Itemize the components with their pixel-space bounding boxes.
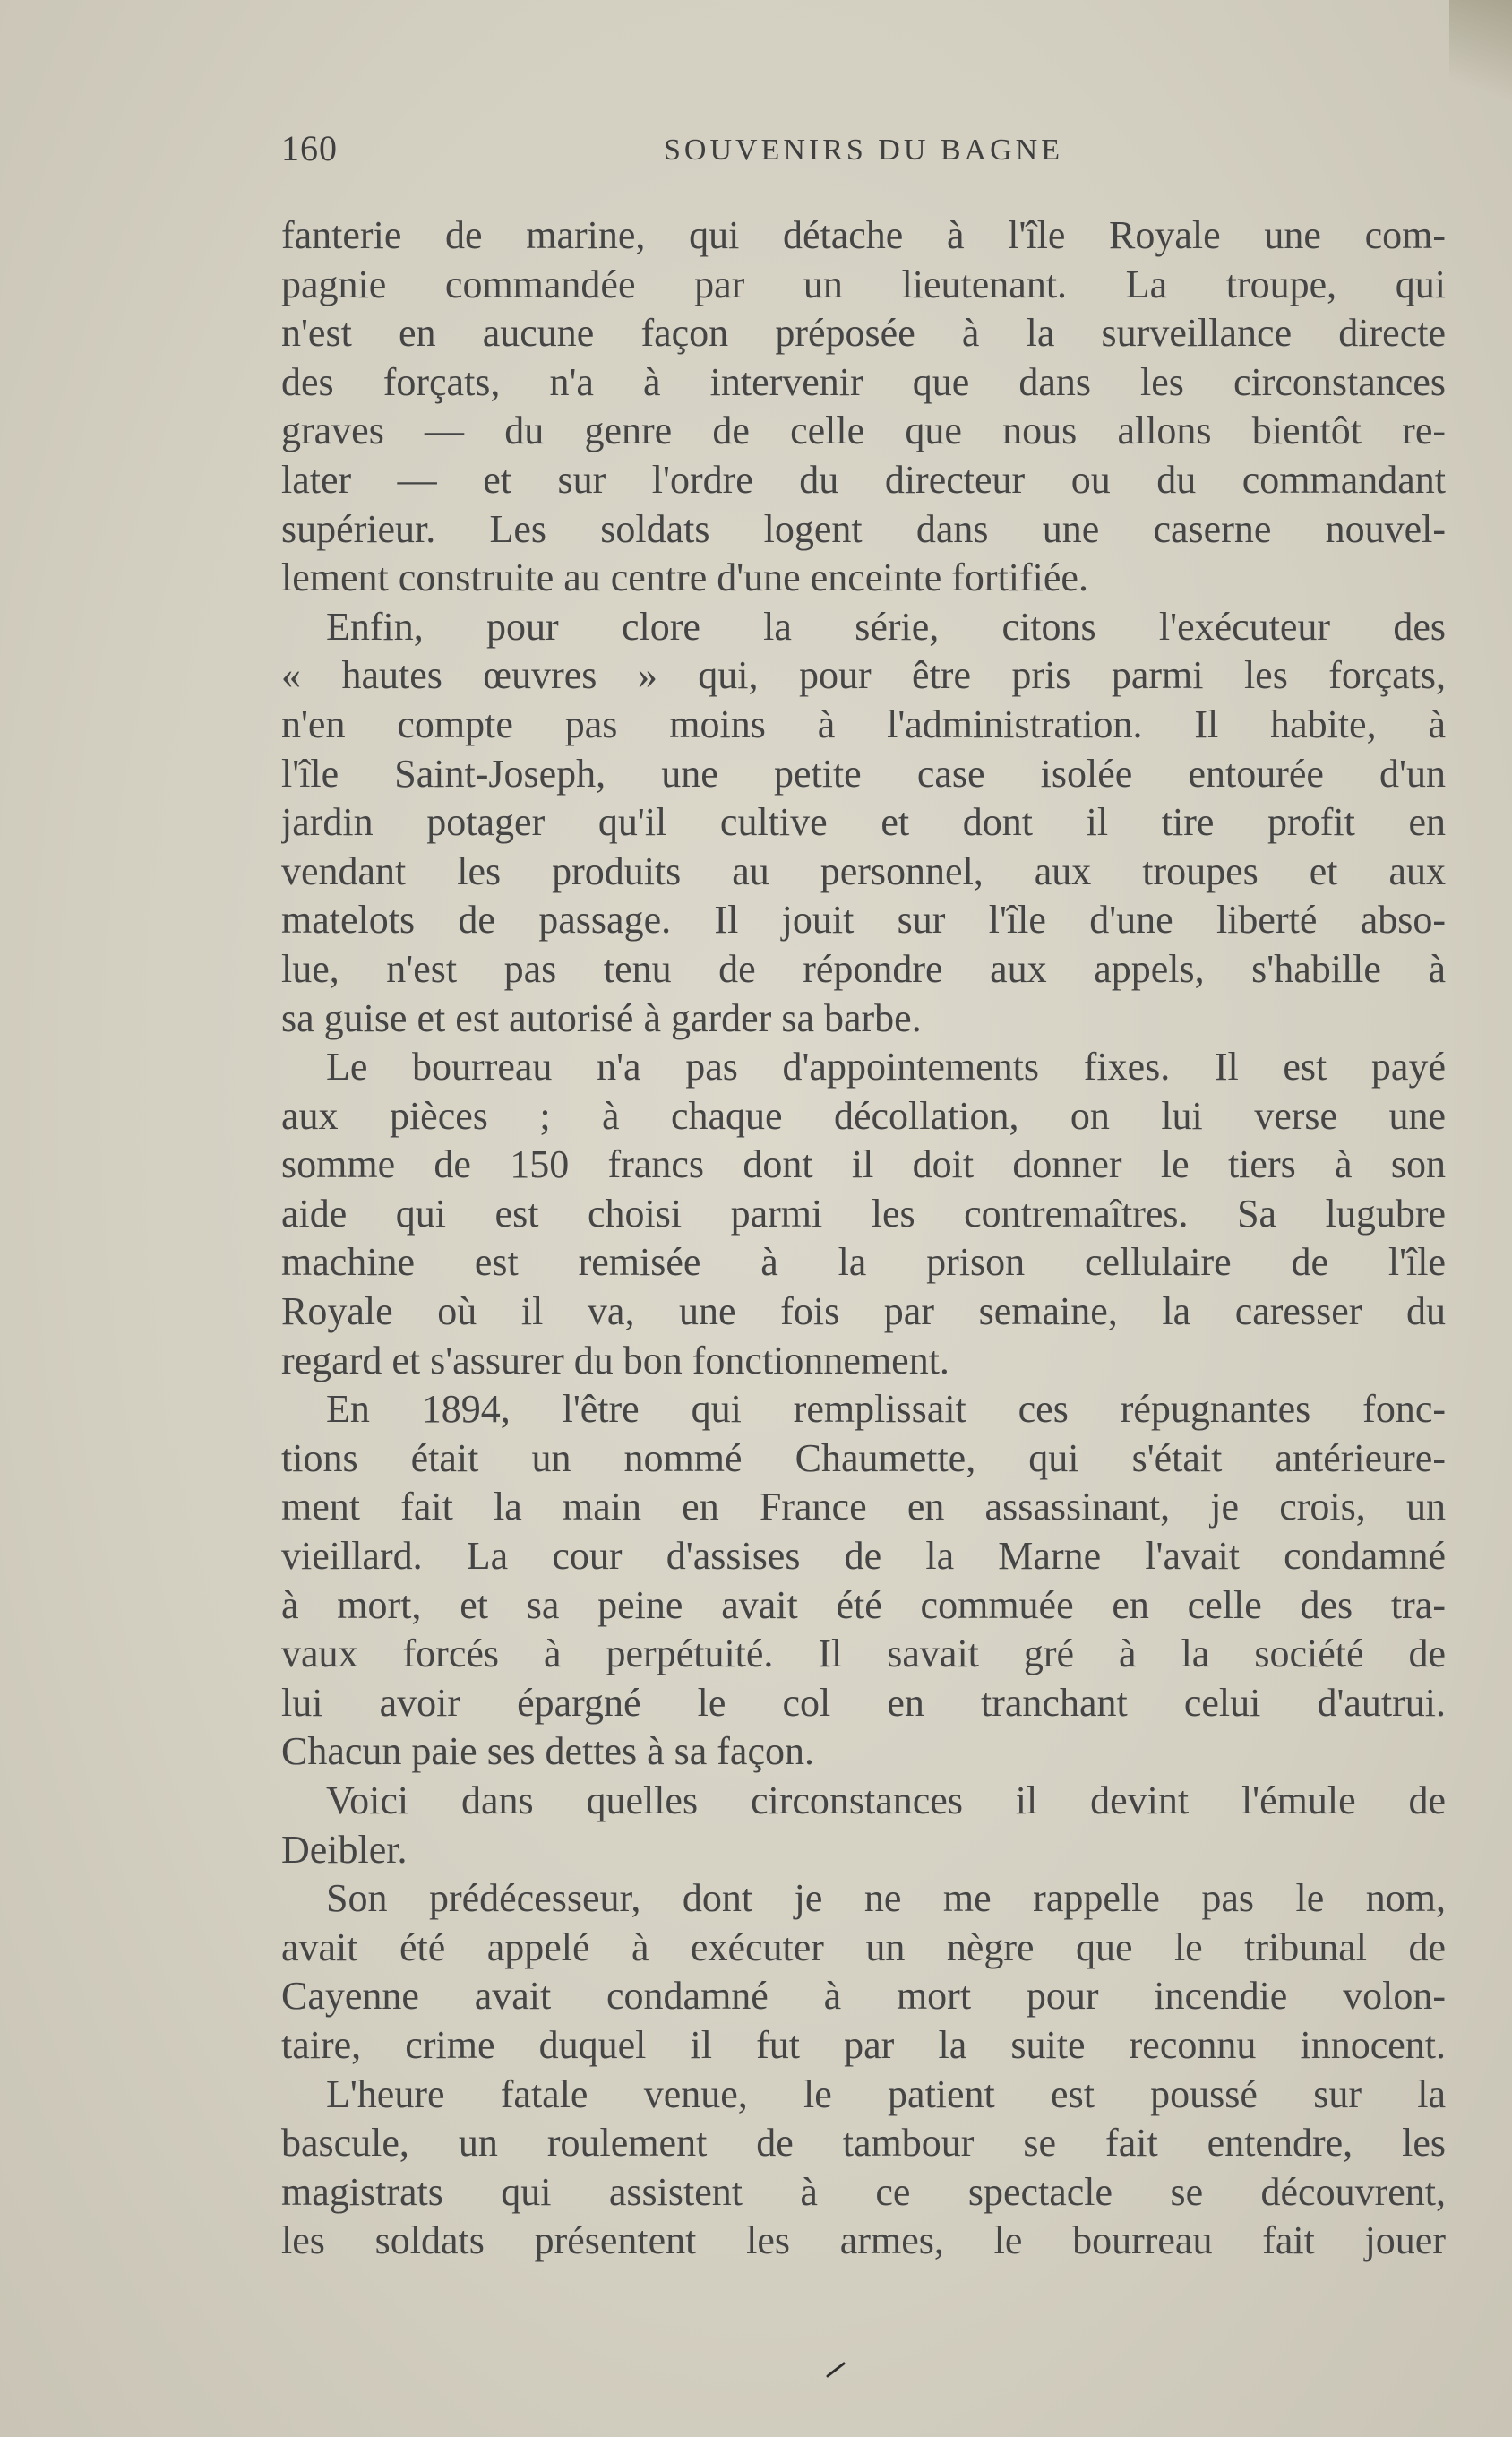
pencil-mark-icon [824,2356,849,2381]
text-line: aide qui est choisi parmi les contremaîtres. Sa lugubre [281,1191,1446,1236]
running-title: SOUVENIRS DU BAGNE [663,133,1064,167]
text-line: des forçats, n'a à intervenir que dans les circonstances [281,359,1446,404]
text-line: lui avoir épargné le col en tranchant celui d'autrui. [281,1680,1446,1725]
text-line: l'île Saint-Joseph, une petite case isolée entourée d'un [281,751,1446,796]
text-line: tions était un nommé Chaumette, qui s'était antérieure- [281,1435,1446,1480]
page-corner-shadow [1449,0,1512,125]
text-line: matelots de passage. Il jouit sur l'île d'une liberté abso- [281,898,1446,943]
text-line: Le bourreau n'a pas d'appointements fixes. Il est payé [326,1045,1446,1089]
text-line: supérieur. Les soldats logent dans une caserne nouvel- [281,506,1446,551]
text-line: ment fait la main en France en assassinant, je crois, un [281,1485,1446,1529]
text-line: taire, crime duquel il fut par la suite reconnu innocent. [281,2022,1446,2067]
text-line: Royale où il va, une fois par semaine, la caresser du [281,1289,1446,1334]
text-line: magistrats qui assistent à ce spectacle se découvrent, [281,2169,1446,2214]
text-line: vendant les produits au personnel, aux troupes et aux [281,848,1446,893]
text-line: « hautes œuvres » qui, pour être pris parmi les forçats, [281,653,1446,698]
text-line: aux pièces ; à chaque décollation, on lui verse une [281,1093,1446,1138]
text-line: bascule, un roulement de tambour se fait entendre, les [281,2121,1446,2166]
text-line: Chacun paie ses dettes à sa façon. [281,1729,814,1774]
text-line: à mort, et sa peine avait été commuée en celle des tra- [281,1582,1446,1627]
text-line: lue, n'est pas tenu de répondre aux appels, s'habille à [281,946,1446,991]
text-line: Son prédécesseur, dont je ne me rappelle pas le nom, [326,1876,1446,1921]
text-line: Cayenne avait condamné à mort pour incendie volon- [281,1974,1446,2019]
body-text [281,211,1446,2266]
text-line: En 1894, l'être qui remplissait ces répugnantes fonc- [326,1387,1446,1432]
text-line: Deibler. [281,1827,408,1872]
text-line: Enfin, pour clore la série, citons l'exécuteur des [326,604,1446,649]
text-line: Voici dans quelles circonstances il devint l'émule de [326,1778,1446,1822]
text-line: lement construite au centre d'une enceinte fortifiée. [281,555,1088,600]
text-line: avait été appelé à exécuter un nègre que le tribunal de [281,1925,1446,1969]
text-line: fanterie de marine, qui détache à l'île Royale une com- [281,213,1446,257]
page-header [281,125,1456,179]
text-line: L'heure fatale venue, le patient est poussé sur la [326,2071,1446,2116]
text-line: n'est en aucune façon préposée à la surveillance directe [281,311,1446,356]
text-line: jardin potager qu'il cultive et dont il tire profit en [281,800,1446,845]
page-number: 160 [281,128,338,168]
text-line: les soldats présentent les armes, le bourreau fait jouer [281,2218,1446,2263]
text-line: n'en compte pas moins à l'administration. Il habite, à [281,702,1446,746]
text-line: vieillard. La cour d'assises de la Marne l'avait condamné [281,1534,1446,1579]
text-line: sa guise et est autorisé à garder sa barbe. [281,995,922,1040]
text-line: graves — du genre de celle que nous allons bientôt re- [281,409,1446,453]
text-line: vaux forcés à perpétuité. Il savait gré à la société de [281,1632,1446,1676]
text-line: pagnie commandée par un lieutenant. La troupe, qui [281,262,1446,306]
text-line: machine est remisée à la prison cellulaire de l'île [281,1240,1446,1285]
text-line: regard et s'assurer du bon fonctionnement. [281,1338,949,1382]
text-line: later — et sur l'ordre du directeur ou du commandant [281,457,1446,502]
text-line: somme de 150 francs dont il doit donner le tiers à son [281,1142,1446,1187]
